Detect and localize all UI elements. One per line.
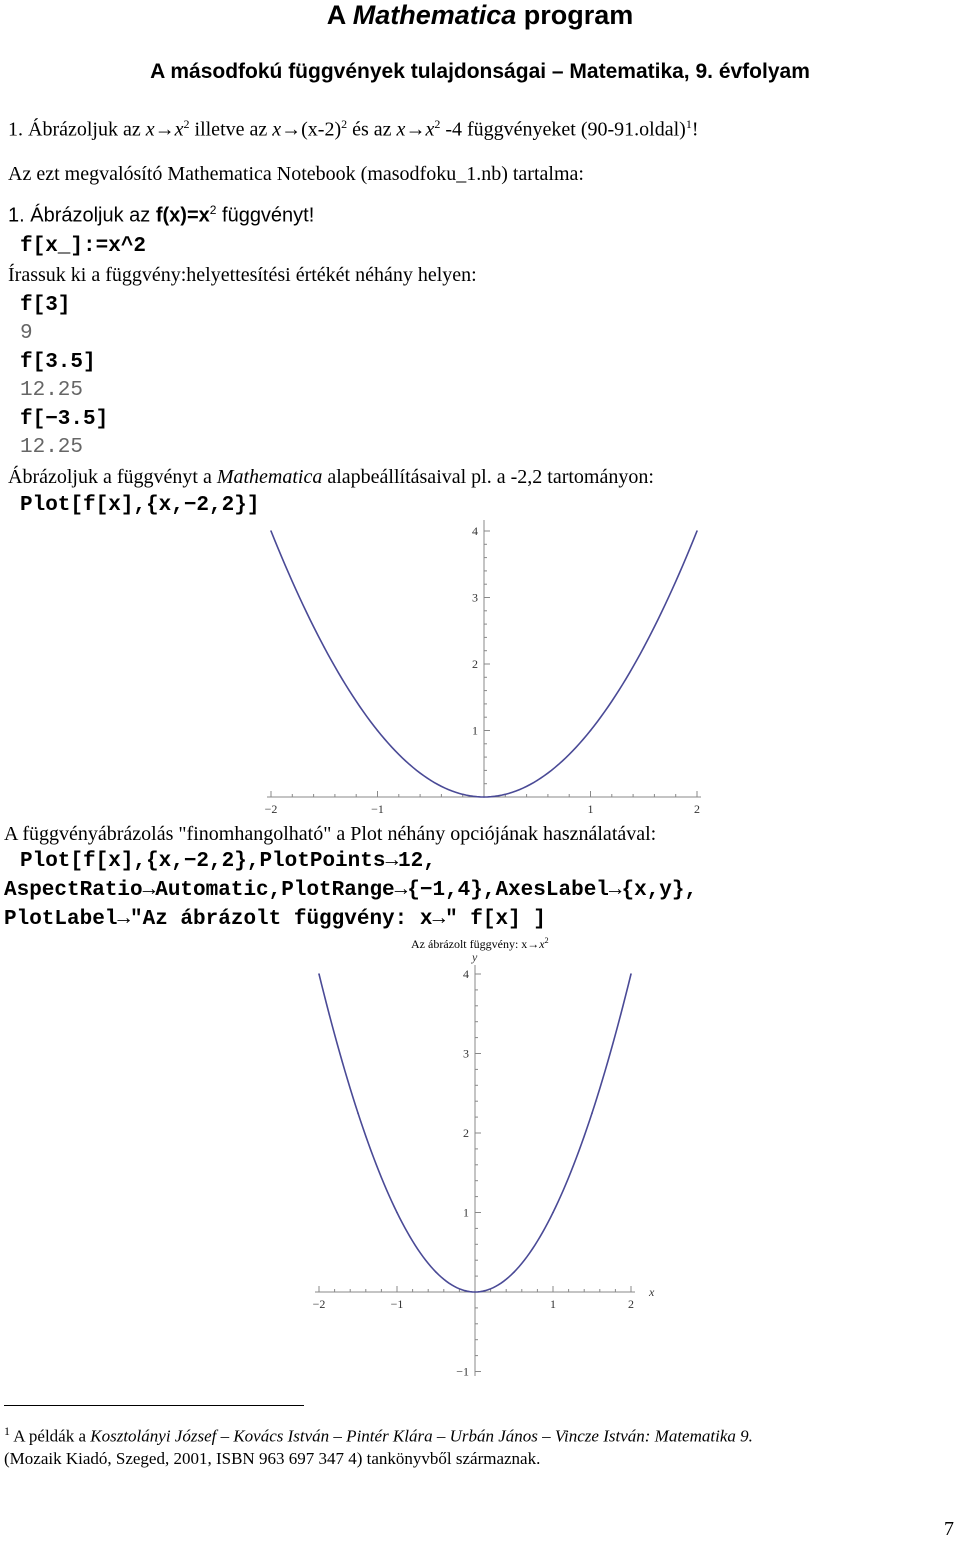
page-subtitle: A másodfokú függvények tulajdonságai – Matematika, 9. évfolyam: [150, 60, 810, 83]
data-point: [536, 780, 538, 782]
data-point: [590, 730, 592, 732]
code-input-3: f[−3.5]: [20, 408, 109, 431]
y-tick-label: 3: [472, 590, 478, 605]
data-point: [435, 1271, 437, 1273]
code-output-3: 12.25: [20, 436, 84, 459]
x-tick-label: 1: [550, 1297, 556, 1311]
x-tick-label: −2: [264, 802, 278, 816]
code-input-2: f[3.5]: [20, 351, 96, 374]
data-point: [377, 730, 379, 732]
code-input-1: f[3]: [20, 294, 71, 317]
page-title: A Mathematica program: [326, 0, 634, 30]
y-tick-label: 2: [472, 657, 478, 671]
code-plot-options-3: PlotLabel→"Az ábrázolt függvény: x→" f[x] ]: [4, 908, 546, 931]
page-number: 7: [944, 1518, 954, 1540]
footnote-ref: 1: [685, 117, 692, 131]
data-point: [323, 647, 325, 649]
x-tick-label: −1: [390, 1297, 404, 1311]
code-plot-options-2: AspectRatio→Automatic,PlotRange→{−1,4},AxesLabel→{x,y},: [4, 879, 698, 902]
series-line-x-squared: [271, 531, 697, 797]
data-point: [696, 530, 698, 532]
text-plot-options: A függvényábrázolás "finomhangolható" a Plot néhány opciójának használatával:: [4, 823, 657, 845]
x-tick-label: −1: [371, 802, 384, 816]
data-point: [430, 780, 432, 782]
x-axis-label: x: [649, 1285, 655, 1299]
data-point: [591, 1112, 593, 1114]
title-italic: Mathematica: [352, 0, 517, 30]
code-output-2: 12.25: [20, 379, 84, 402]
y-tick-label: 1: [472, 723, 478, 738]
y-tick-label: −1: [456, 1364, 469, 1379]
task-1-line: 1. Ábrázoljuk az $x\to x^2$ illetve az $x\to(x-2)^2$ és az $x\to x^2$ -4 függvényeket (90-91.oldal)$^1$!: [8, 117, 699, 141]
x-tick-label: 2: [694, 802, 700, 816]
y-tick-label: 3: [463, 1046, 469, 1061]
code-output-1: 9: [20, 322, 33, 345]
code-define-f: f[x_]:=x^2: [20, 235, 147, 258]
data-point: [630, 973, 632, 975]
code-plot-default: Plot[f[x],{x,−2,2}]: [20, 494, 260, 517]
data-point: [483, 796, 485, 798]
series-line-x-squared: [319, 974, 631, 1292]
data-point: [552, 1212, 554, 1214]
data-point: [318, 973, 320, 975]
data-point: [643, 647, 645, 649]
y-tick-label: 1: [463, 1205, 469, 1220]
x-tick-label: 2: [628, 1297, 634, 1311]
code-plot-options-1: Plot[f[x],{x,−2,2},PlotPoints→12,: [20, 850, 436, 873]
footnote-rule: [4, 1405, 304, 1406]
y-axis-label: y: [472, 950, 478, 964]
data-point: [396, 1212, 398, 1214]
step-1-heading: 1. Ábrázoljuk az $f(x)=x^2$ függvényt!: [8, 203, 315, 227]
plot-label: Az ábrázolt függvény: $x\to x^2$: [411, 936, 549, 951]
data-point: [474, 1291, 476, 1293]
x-tick-label: −2: [312, 1297, 326, 1311]
data-point: [357, 1112, 359, 1114]
y-tick-label: 2: [463, 1126, 469, 1140]
text-plot-default: Ábrázoljuk a függvényt a Mathematica alapbeállításaival pl. a -2,2 tartományon:: [8, 466, 654, 488]
y-tick-label: 4: [463, 967, 469, 981]
data-point: [270, 530, 272, 532]
x-tick-label: 1: [587, 802, 594, 816]
data-point: [513, 1271, 515, 1273]
footnote-line-2: (Mozaik Kiadó, Szeged, 2001, ISBN 963 697 347 4) tankönyvből származnak.: [4, 1449, 541, 1468]
text-values: Írassuk ki a függvény:helyettesítési értékét néhány helyen:: [8, 264, 477, 286]
footnote-line-1: $^1$ A példák a Kosztolányi József – Kovács István – Pintér Klára – Urbán János – Vincze István: Matematika 9.: [4, 1424, 753, 1446]
intro-text: Az ezt megvalósító Mathematica Notebook (masodfoku_1.nb) tartalma:: [8, 163, 584, 185]
y-tick-label: 4: [472, 524, 478, 538]
